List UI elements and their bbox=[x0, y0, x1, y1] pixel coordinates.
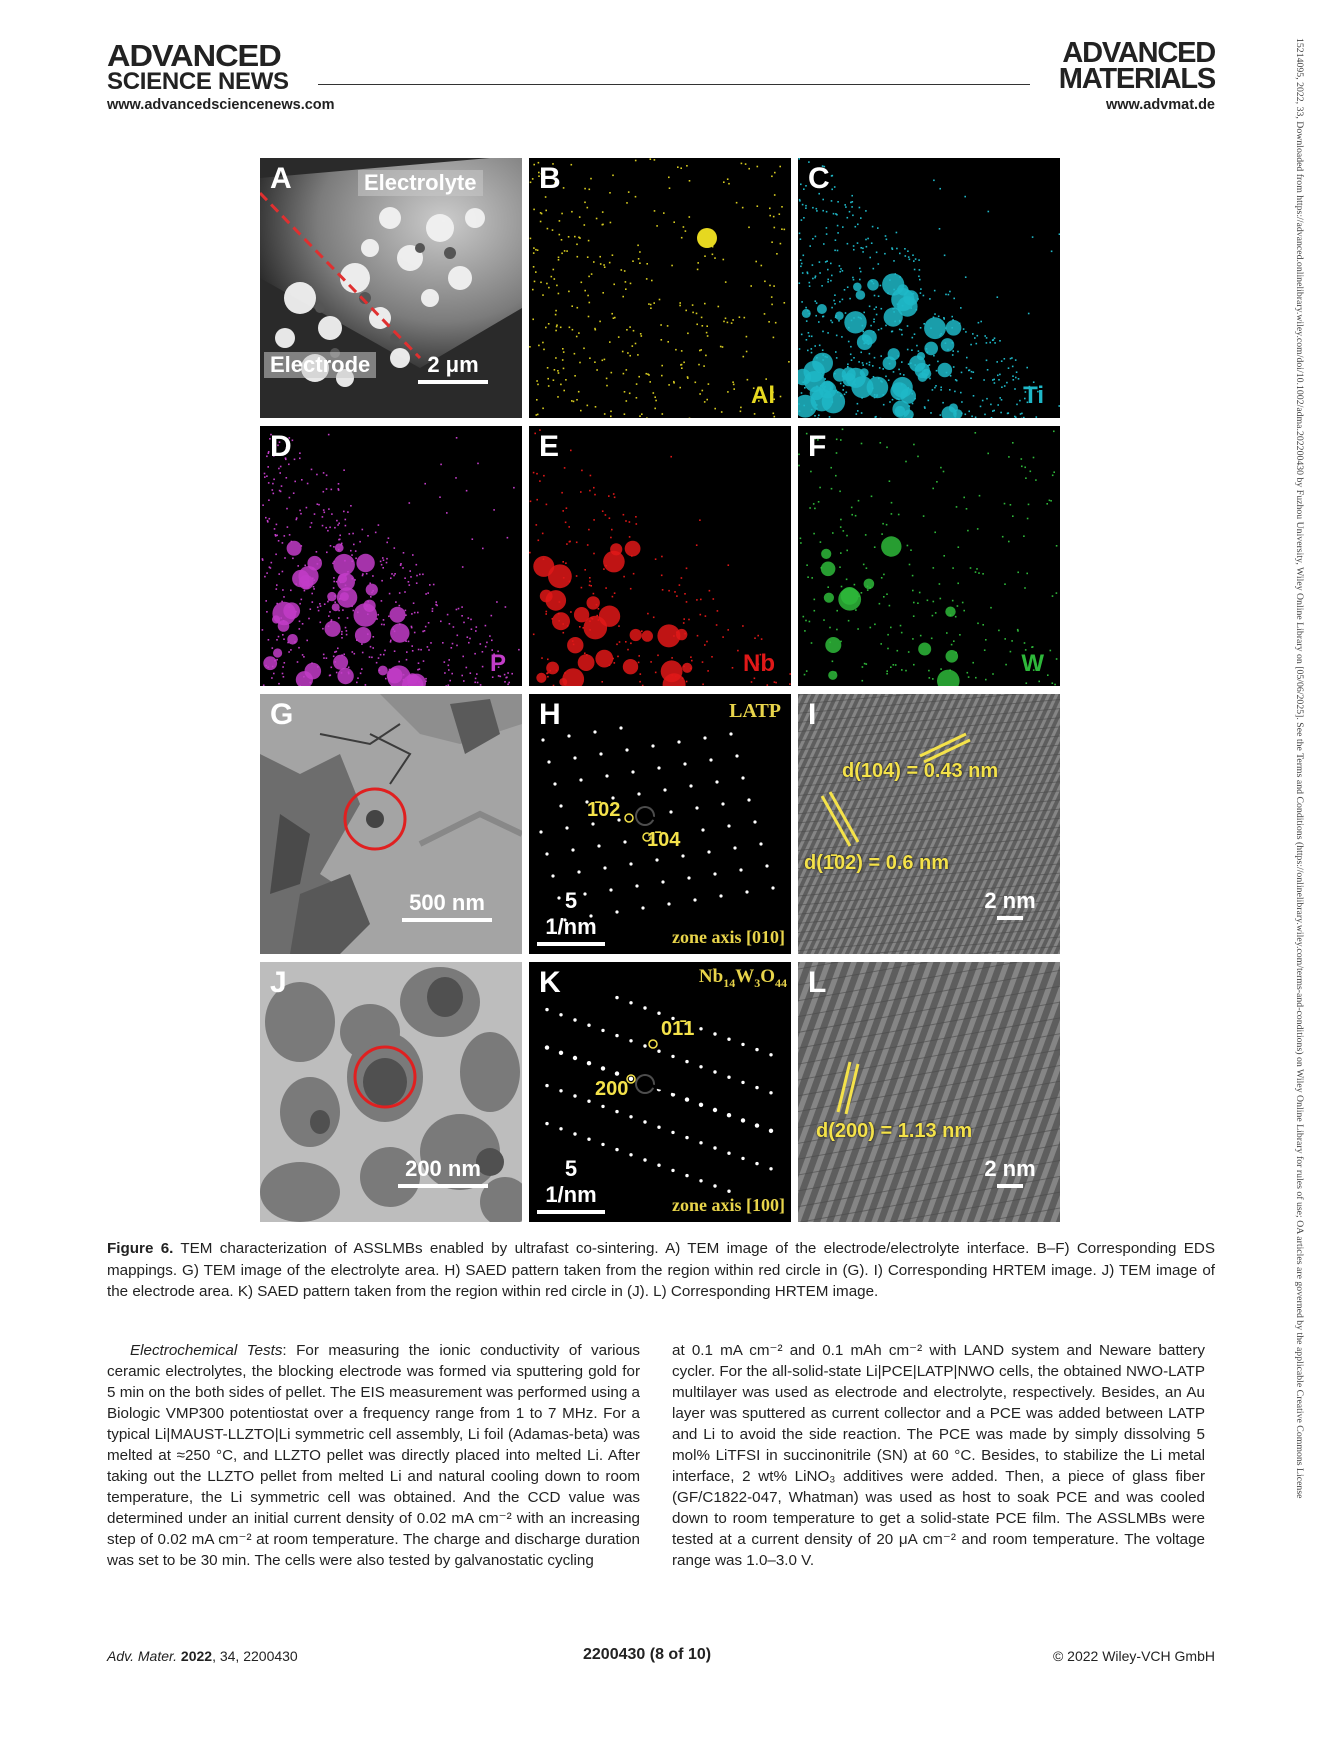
panel-label: B bbox=[539, 162, 561, 195]
element-label: W bbox=[1021, 650, 1044, 677]
panel-b-eds-al bbox=[529, 158, 791, 418]
zone-axis-label: zone axis [010] bbox=[672, 927, 785, 947]
d-spacing-label: d(200) = 1.13 nm bbox=[816, 1120, 973, 1142]
panel-label: H bbox=[539, 698, 561, 731]
panel-h-saed-latp bbox=[529, 694, 791, 954]
d-spacing-label: d(1̄02) = 0.6 nm bbox=[804, 852, 950, 874]
spot-label: 01̄1 bbox=[661, 1018, 695, 1040]
journal-volume: , 34, 2200430 bbox=[212, 1648, 298, 1664]
body-column-left bbox=[107, 1340, 640, 1571]
panel-d-image bbox=[260, 426, 522, 686]
panel-f-eds-w bbox=[798, 426, 1060, 686]
footer-citation bbox=[107, 1648, 298, 1664]
panel-label: F bbox=[808, 430, 827, 463]
panel-i-hrtem bbox=[798, 694, 1060, 954]
phase-w-subscript: 3 bbox=[754, 975, 761, 990]
scale-bar-label: 2 μm bbox=[427, 352, 479, 377]
scale-bar-label: 5 1/nm bbox=[545, 1156, 597, 1207]
electrolyte-label: Electrolyte bbox=[358, 170, 483, 196]
scale-bar bbox=[980, 888, 1040, 920]
download-notice: 15214095, 2022, 33, Downloaded from https://advanced.onlinelibrary.wiley.com/doi/10.1002/adma.202200430 by Fuzhou University, Wiley Online Library on [05/06/2025]. See the Terms and Conditions (https://onlinelibrary.wiley.com/terms-and-conditions) on Wiley Online Library for rules of use; OA articles are governed by the applicable Creative Commons License bbox=[1294, 38, 1305, 1499]
element-label: Ti bbox=[1023, 382, 1044, 409]
panel-c-image bbox=[798, 158, 1060, 418]
phase-label: LATP bbox=[729, 700, 781, 722]
scale-bar bbox=[537, 1156, 605, 1214]
panel-label: E bbox=[539, 430, 560, 463]
spot-label: 200 bbox=[595, 1078, 629, 1100]
journal-url[interactable]: www.advmat.de bbox=[1105, 97, 1215, 113]
phase-o-subscript: 44 bbox=[775, 975, 787, 990]
publisher-url[interactable]: www.advancedsciencenews.com bbox=[107, 97, 335, 113]
zone-axis-label: zone axis [100] bbox=[672, 1195, 785, 1215]
panel-l-hrtem bbox=[798, 962, 1060, 1222]
phase-nb: Nb bbox=[698, 966, 724, 987]
figure-6 bbox=[260, 158, 1060, 1222]
electrode-label: Electrode bbox=[264, 352, 376, 378]
panel-d-eds-p bbox=[260, 426, 522, 686]
element-label: P bbox=[489, 650, 506, 677]
scale-bar-label: 2 nm bbox=[984, 888, 1036, 913]
d-spacing-label: d(104) = 0.43 nm bbox=[842, 760, 999, 782]
panel-label: I bbox=[808, 698, 817, 731]
scale-bar bbox=[537, 888, 605, 946]
section-heading: Electrochemical Tests bbox=[130, 1342, 283, 1359]
scale-bar-label: 200 nm bbox=[405, 1156, 481, 1181]
panel-label: K bbox=[539, 966, 561, 999]
page-number: 2200430 (8 of 10) bbox=[583, 1646, 712, 1663]
spot-label: 1̄04 bbox=[647, 829, 681, 851]
panel-f-image bbox=[798, 426, 1060, 686]
publisher-logo-line1: ADVANCED bbox=[107, 38, 281, 73]
phase-label bbox=[699, 966, 787, 991]
panel-label: J bbox=[270, 966, 287, 999]
caption-text: TEM characterization of ASSLMBs enabled by ultrafast co-sintering. A) TEM image of the electrode/electrolyte interface. B–F) Corresponding EDS mappings. G) TEM image of the electrolyte area. H) SAED pattern taken from the region within red circle in (G). I) Corresponding HRTEM image. J) TEM image of the electrode area. K) SAED pattern taken from the region within red circle in (J). L) Corresponding HRTEM image. bbox=[107, 1240, 1215, 1300]
panel-k-saed-nwo bbox=[529, 962, 791, 1222]
scale-bar bbox=[980, 1156, 1040, 1188]
scale-bar bbox=[402, 890, 492, 922]
panel-b-image bbox=[529, 158, 791, 418]
panel-j-tem-electrode bbox=[260, 962, 522, 1222]
journal-logo bbox=[1058, 37, 1215, 95]
spot-label: 1̄02 bbox=[587, 799, 621, 821]
publisher-logo-line2: SCIENCE NEWS bbox=[107, 68, 289, 95]
panel-label: L bbox=[808, 966, 827, 999]
panel-label: D bbox=[270, 430, 292, 463]
panel-e-eds-nb bbox=[529, 426, 791, 686]
caption-title: Figure 6. bbox=[107, 1240, 174, 1257]
journal-name: Adv. Mater. bbox=[107, 1648, 178, 1664]
phase-nb-subscript: 14 bbox=[723, 975, 736, 990]
panel-g-tem-electrolyte bbox=[260, 694, 522, 954]
phase-w: W bbox=[735, 966, 755, 987]
scale-bar-label: 500 nm bbox=[409, 890, 485, 915]
header-rule bbox=[318, 84, 1030, 85]
journal-logo-line2: MATERIALS bbox=[1058, 63, 1215, 95]
journal-logo-line1: ADVANCED bbox=[1062, 37, 1215, 69]
scale-bar-label: 5 1/nm bbox=[545, 888, 597, 939]
scale-bar bbox=[418, 352, 488, 384]
panel-label: G bbox=[270, 698, 294, 731]
body-column-right: at 0.1 mA cm⁻² and 0.1 mAh cm⁻² with LAND system and Neware battery cycler. For the all-solid-state Li|PCE|LATP|NWO cells, the obtained NWO-LATP multilayer was used as electrode and electrolyte, respectively. Besides, an Au layer was sputtered as current collector and a PCE was added between LATP and Li to avoid the side reaction. The PCE was made by simply dissolving 5 mol% LiTFSI in succinonitrile (SN) at 60 °C. Besides, to stabilize the Li metal interface, 2 wt% LiNO₃ additives were added. Then, a piece of glass fiber (GF/C1822-047, Whatman) was used as host to soak PCE and was cooled down to room temperature to get a solid-state PCE film. The ASSLMBs were tested at a current density of 20 μA cm⁻² and room temperature. The voltage range was 1.0–3.0 V. bbox=[672, 1342, 1205, 1569]
element-label: Nb bbox=[743, 650, 775, 677]
panel-a-tem-interface bbox=[260, 158, 522, 418]
scale-bar bbox=[398, 1156, 488, 1188]
panel-label: C bbox=[808, 162, 830, 195]
copyright: © 2022 Wiley-VCH GmbH bbox=[1052, 1648, 1215, 1664]
panel-c-eds-ti bbox=[798, 158, 1060, 418]
journal-year: 2022 bbox=[180, 1648, 213, 1664]
phase-o: O bbox=[760, 966, 775, 987]
body-text-left: : For measuring the ionic conductivity of various ceramic electrolytes, the blocking electrode was formed via sputtering gold for 5 min on the both sides of pellet. The EIS measurement was performed using a Biologic VMP300 potentiostat over a frequency range from 1 to 7 MHz. For a typical Li|MAUST-LLZTO|Li symmetric cell assembly, Li foil (Adamas-beta) was melted at ≈250 °C, and LLZTO pellet was directly placed into melted Li. After taking out the LLZTO pellet from melted Li and natural cooling down to room temperature, the Li symmetric cell was obtained. And the CCD value was determined under an initial current density of 0.02 mA cm⁻² with an increasing step of 0.02 mA cm⁻² at room temperature. The charge and discharge duration was set to be 30 min. The cells were also tested by galvanostatic cycling bbox=[107, 1342, 640, 1569]
figure-caption bbox=[107, 1238, 1215, 1303]
element-label: Al bbox=[751, 382, 775, 409]
scale-bar-label: 2 nm bbox=[984, 1156, 1036, 1181]
publisher-logo bbox=[107, 38, 289, 95]
panel-e-image bbox=[529, 426, 791, 686]
panel-label: A bbox=[270, 162, 292, 195]
